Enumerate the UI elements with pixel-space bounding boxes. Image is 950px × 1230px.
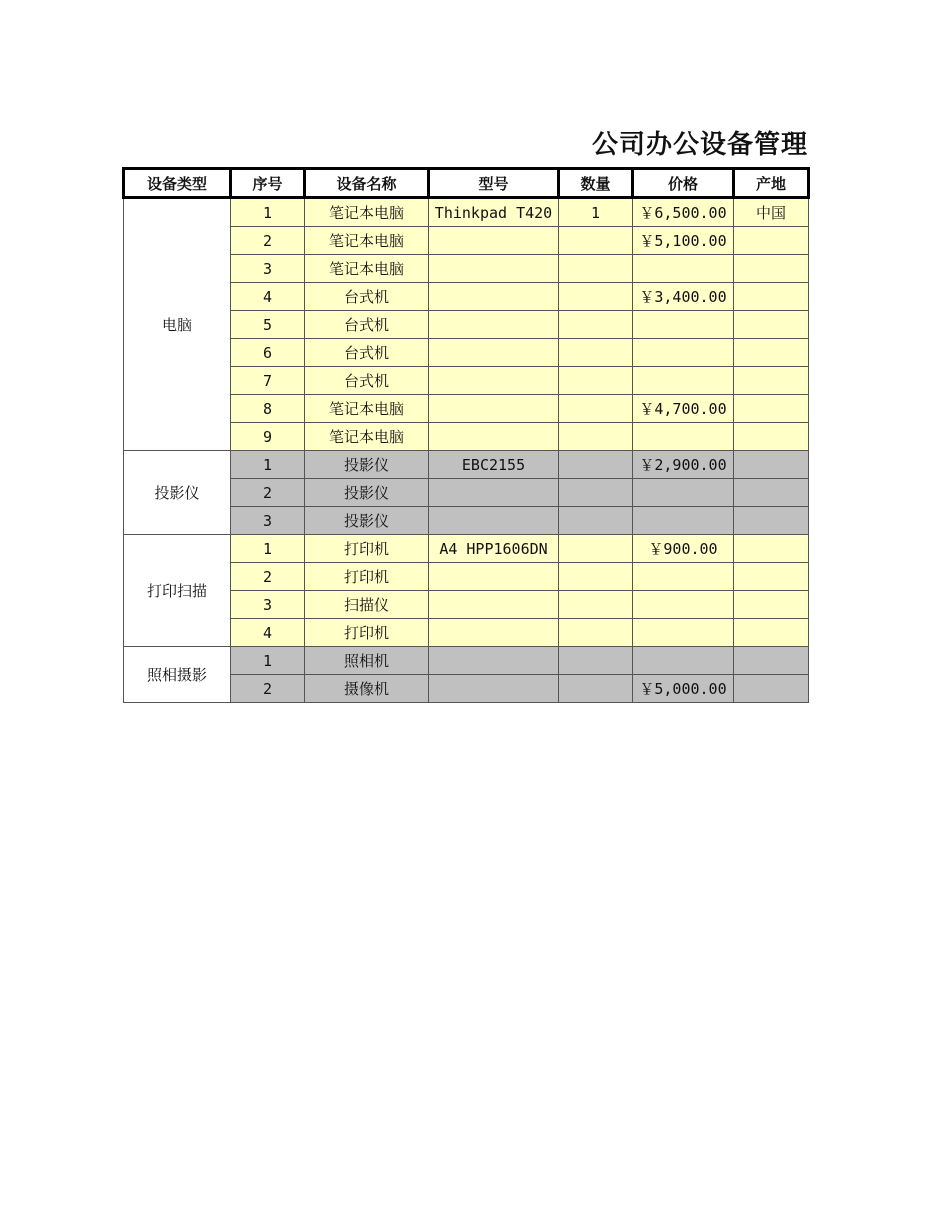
cell-no[interactable]: 5 [231,311,305,339]
cell-no[interactable]: 2 [231,227,305,255]
cell-origin[interactable] [734,535,809,563]
cell-origin[interactable] [734,563,809,591]
cell-name[interactable]: 笔记本电脑 [305,227,429,255]
cell-name[interactable]: 打印机 [305,619,429,647]
cell-price[interactable]: ￥2,900.00 [633,451,734,479]
cell-name[interactable]: 投影仪 [305,507,429,535]
cell-price[interactable] [633,367,734,395]
cell-model[interactable] [429,563,559,591]
cell-name[interactable]: 台式机 [305,283,429,311]
header-category[interactable]: 设备类型 [124,169,231,198]
cell-name[interactable]: 台式机 [305,367,429,395]
cell-no[interactable]: 1 [231,198,305,227]
cell-qty[interactable] [559,283,633,311]
cell-origin[interactable] [734,619,809,647]
cell-no[interactable]: 9 [231,423,305,451]
cell-name[interactable]: 摄像机 [305,675,429,703]
cell-qty[interactable] [559,451,633,479]
cell-qty[interactable] [559,675,633,703]
cell-price[interactable]: ￥4,700.00 [633,395,734,423]
page-title: 公司办公设备管理 [591,130,808,160]
cell-origin[interactable] [734,423,809,451]
cell-name[interactable]: 投影仪 [305,451,429,479]
cell-model[interactable]: EBC2155 [429,451,559,479]
cell-model[interactable] [429,283,559,311]
cell-model[interactable] [429,619,559,647]
cell-name[interactable]: 台式机 [305,339,429,367]
cell-origin[interactable] [734,591,809,619]
cell-price[interactable] [633,339,734,367]
cell-no[interactable]: 8 [231,395,305,423]
cell-model[interactable] [429,395,559,423]
cell-qty[interactable] [559,563,633,591]
cell-no[interactable]: 2 [231,479,305,507]
cell-price[interactable] [633,423,734,451]
cell-no[interactable]: 4 [231,619,305,647]
cell-no[interactable]: 7 [231,367,305,395]
cell-qty[interactable] [559,507,633,535]
cell-price[interactable] [633,619,734,647]
header-qty[interactable]: 数量 [559,169,633,198]
cell-price[interactable] [633,255,734,283]
cell-name[interactable]: 照相机 [305,647,429,675]
cell-origin[interactable] [734,283,809,311]
table-row [124,647,809,675]
equipment-table [122,167,810,703]
cell-price[interactable] [633,591,734,619]
header-row [124,169,809,198]
cell-name[interactable]: 笔记本电脑 [305,423,429,451]
cell-model[interactable] [429,675,559,703]
cell-no[interactable]: 1 [231,535,305,563]
cell-qty[interactable] [559,479,633,507]
cell-model[interactable] [429,423,559,451]
cell-qty[interactable] [559,619,633,647]
category-cell[interactable]: 投影仪 [124,451,231,535]
cell-price[interactable]: ￥5,000.00 [633,675,734,703]
cell-qty[interactable]: 1 [559,198,633,227]
cell-model[interactable] [429,311,559,339]
cell-no[interactable]: 6 [231,339,305,367]
cell-model[interactable] [429,255,559,283]
cell-model[interactable]: Thinkpad T420 [429,198,559,227]
cell-qty[interactable] [559,535,633,563]
cell-no[interactable]: 2 [231,675,305,703]
cell-origin[interactable] [734,675,809,703]
cell-price[interactable] [633,563,734,591]
cell-model[interactable] [429,339,559,367]
table-row [124,535,809,563]
cell-origin[interactable] [734,395,809,423]
cell-qty[interactable] [559,395,633,423]
cell-qty[interactable] [559,423,633,451]
header-model[interactable]: 型号 [429,169,559,198]
cell-model[interactable]: A4 HPP1606DN [429,535,559,563]
cell-price[interactable]: ￥900.00 [633,535,734,563]
cell-origin[interactable] [734,479,809,507]
cell-origin[interactable] [734,227,809,255]
cell-origin[interactable] [734,255,809,283]
cell-qty[interactable] [559,647,633,675]
cell-model[interactable] [429,479,559,507]
cell-model[interactable] [429,227,559,255]
cell-price[interactable] [633,647,734,675]
header-name[interactable]: 设备名称 [305,169,429,198]
cell-origin[interactable] [734,507,809,535]
cell-qty[interactable] [559,255,633,283]
cell-no[interactable]: 1 [231,451,305,479]
cell-qty[interactable] [559,367,633,395]
cell-origin[interactable] [734,647,809,675]
cell-model[interactable] [429,507,559,535]
cell-no[interactable]: 4 [231,283,305,311]
cell-name[interactable]: 打印机 [305,535,429,563]
cell-name[interactable]: 扫描仪 [305,591,429,619]
cell-no[interactable]: 2 [231,563,305,591]
cell-model[interactable] [429,647,559,675]
header-no[interactable]: 序号 [231,169,305,198]
cell-name[interactable]: 笔记本电脑 [305,255,429,283]
cell-model[interactable] [429,591,559,619]
cell-name[interactable]: 笔记本电脑 [305,198,429,227]
category-cell[interactable]: 打印扫描 [124,535,231,647]
cell-qty[interactable] [559,339,633,367]
table-row [124,198,809,227]
cell-qty[interactable] [559,591,633,619]
header-price[interactable]: 价格 [633,169,734,198]
cell-qty[interactable] [559,227,633,255]
table-row [124,451,809,479]
cell-price[interactable] [633,507,734,535]
category-cell[interactable]: 照相摄影 [124,647,231,703]
table-body [124,198,809,703]
cell-price[interactable]: ￥5,100.00 [633,227,734,255]
category-cell[interactable]: 电脑 [124,198,231,451]
cell-name[interactable]: 投影仪 [305,479,429,507]
cell-name[interactable]: 笔记本电脑 [305,395,429,423]
cell-origin[interactable] [734,451,809,479]
cell-price[interactable]: ￥6,500.00 [633,198,734,227]
cell-no[interactable]: 3 [231,255,305,283]
cell-model[interactable] [429,367,559,395]
cell-price[interactable] [633,479,734,507]
cell-qty[interactable] [559,311,633,339]
cell-origin[interactable] [734,339,809,367]
cell-no[interactable]: 3 [231,591,305,619]
cell-no[interactable]: 1 [231,647,305,675]
cell-price[interactable]: ￥3,400.00 [633,283,734,311]
cell-origin[interactable] [734,311,809,339]
cell-origin[interactable]: 中国 [734,198,809,227]
cell-name[interactable]: 打印机 [305,563,429,591]
cell-name[interactable]: 台式机 [305,311,429,339]
header-origin[interactable]: 产地 [734,169,809,198]
cell-no[interactable]: 3 [231,507,305,535]
cell-origin[interactable] [734,367,809,395]
cell-price[interactable] [633,311,734,339]
